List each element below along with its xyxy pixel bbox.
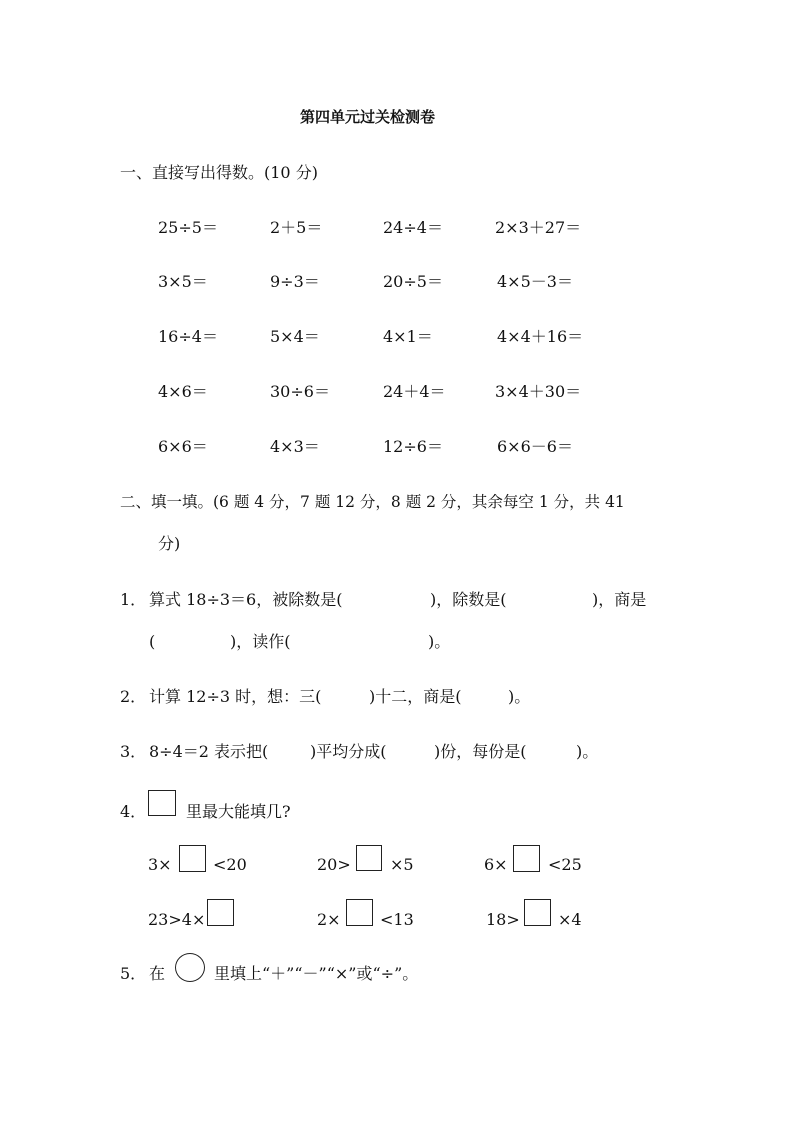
problem: 4×6＝ xyxy=(158,382,208,401)
answer-box[interactable] xyxy=(207,899,234,926)
q4-item-after: ×5 xyxy=(390,855,414,874)
q5-text: 在 xyxy=(149,964,166,983)
q1-text: )，读作( xyxy=(230,632,291,651)
section-one-heading: 一、直接写出得数。(10 分) xyxy=(120,163,318,182)
page-title: 第四单元过关检测卷 xyxy=(300,108,436,126)
answer-box[interactable] xyxy=(346,899,373,926)
question-number: 1． xyxy=(120,590,147,609)
question-number: 2． xyxy=(120,687,147,706)
q2-text: )十二，商是( xyxy=(369,687,462,706)
question-number: 4． xyxy=(120,802,147,821)
q1-text: )。 xyxy=(428,632,451,651)
q1-text: 算式 18÷3＝6，被除数是( xyxy=(149,590,343,609)
problem: 4×4＋16＝ xyxy=(497,327,584,346)
problem: 6×6－6＝ xyxy=(497,437,573,456)
q3-text: 8÷4＝2 表示把( xyxy=(149,742,269,761)
q4-item-before: 6× xyxy=(484,855,508,874)
answer-box[interactable] xyxy=(179,845,206,872)
question-number: 5． xyxy=(120,964,147,983)
q4-item-before: 3× xyxy=(148,855,172,874)
section-two-heading: 二、填一填。(6 题 4 分，7 题 12 分，8 题 2 分，其余每空 1 分，共 41 xyxy=(120,493,625,511)
q2-text: )。 xyxy=(508,687,531,706)
q2-text: 计算 12÷3 时，想：三( xyxy=(149,687,322,706)
problem: 6×6＝ xyxy=(158,437,208,456)
answer-box[interactable] xyxy=(524,899,551,926)
problem: 4×1＝ xyxy=(383,327,433,346)
answer-box[interactable] xyxy=(513,845,540,872)
problem: 3×5＝ xyxy=(158,272,208,291)
q1-text: ( xyxy=(149,632,156,651)
problem: 12÷6＝ xyxy=(383,437,443,456)
q4-item-after: <13 xyxy=(380,910,414,929)
q3-text: )。 xyxy=(576,742,599,761)
q4-item-after: <25 xyxy=(548,855,582,874)
problem: 24÷4＝ xyxy=(383,218,443,237)
q4-item-after: ×4 xyxy=(558,910,582,929)
q4-item-after: <20 xyxy=(213,855,247,874)
problem: 2＋5＝ xyxy=(270,218,323,237)
problem: 3×4＋30＝ xyxy=(495,382,582,401)
answer-box-icon xyxy=(148,790,176,816)
q3-text: )平均分成( xyxy=(310,742,387,761)
q3-text: )份，每份是( xyxy=(434,742,527,761)
q4-item-before: 20> xyxy=(317,855,351,874)
answer-box[interactable] xyxy=(356,845,382,871)
q1-text: )，除数是( xyxy=(430,590,507,609)
problem: 16÷4＝ xyxy=(158,327,218,346)
problem: 4×3＝ xyxy=(270,437,320,456)
q4-prompt: 里最大能填几? xyxy=(186,802,291,821)
q4-item-before: 18> xyxy=(486,910,520,929)
q1-text: )，商是 xyxy=(592,590,647,609)
q4-item-before: 23>4× xyxy=(148,910,206,929)
problem: 20÷5＝ xyxy=(383,272,443,291)
problem: 9÷3＝ xyxy=(270,272,320,291)
q5-text: 里填上“＋”“－”“×”或“÷”。 xyxy=(214,964,419,983)
question-number: 3． xyxy=(120,742,147,761)
q4-item-before: 2× xyxy=(317,910,341,929)
problem: 24＋4＝ xyxy=(383,382,446,401)
section-two-heading-cont: 分) xyxy=(158,534,181,553)
problem: 5×4＝ xyxy=(270,327,320,346)
problem: 2×3＋27＝ xyxy=(495,218,582,237)
problem: 25÷5＝ xyxy=(158,218,218,237)
problem: 4×5－3＝ xyxy=(497,272,573,291)
circle-icon xyxy=(175,953,205,982)
problem: 30÷6＝ xyxy=(270,382,330,401)
